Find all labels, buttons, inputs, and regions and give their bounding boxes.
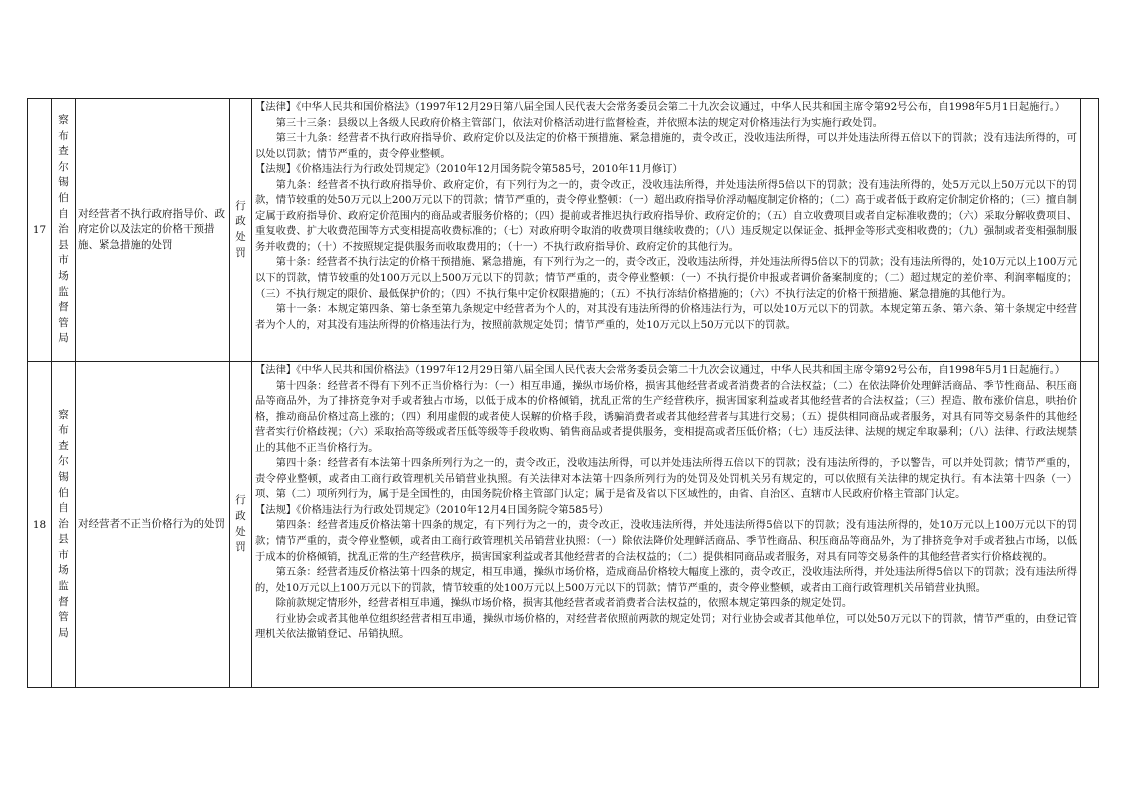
penalty-type — [230, 362, 252, 688]
penalty-item: 对经营者不执行政府指导价、政府定价以及法定的价格干预措施、紧急措施的处罚 — [76, 99, 230, 362]
vertical-char: 锡 — [58, 176, 69, 189]
vertical-char: 处 — [235, 231, 246, 243]
vertical-char: 治 — [58, 517, 69, 530]
basis-paragraph: 第三十三条：县级以上各级人民政府价格主管部门，依法对价格活动进行监督检查，并依照本法的规定对价格违法行为实施行政处罚。 — [275, 116, 884, 129]
basis-paragraph: 第十条：经营者不执行法定的价格干预措施、紧急措施，有下列行为之一的，责令改正，没收违法所得，并处违法所得5倍以下的罚款；没有违法所得的，处10万元以上100万元以下的罚款，情节较重的处100万元以上500万元以下的罚款；情节严重的，责令停业整顿：（一）不执行提价申报或者调价备案制度的；（二）超过规定的差价率、利润率幅度的；（三）不执行规定的限价、最低保护价的；（四）不执行集中定价权限措施的；（五）不执行冻结价格措施的；（六）不执行法定的价格干预措施、紧急措施的其他行为。 — [255, 256, 1077, 300]
basis-paragraph: 【法规】《价格违法行为行政处罚规定》（2010年12月国务院令第585号，2010年11月修订） — [255, 163, 683, 176]
vertical-char: 治 — [58, 223, 69, 236]
basis-paragraph: 第五条：经营者违反价格法第十四条的规定，相互串通，操纵市场价格，造成商品价格较大幅度上涨的，责令改正，没收违法所得，并处违法所得5倍以下的罚款；没有违法所得的，处10万元以上100万元以下的罚款，情节较重的处100万元以上500万元以下的罚款；情节严重的，责令停业整顿，或者由工商行政管理机关吊销营业执照。 — [255, 566, 1077, 594]
vertical-char: 行 — [235, 494, 246, 507]
vertical-char: 布 — [58, 424, 69, 437]
vertical-char: 政 — [235, 215, 246, 228]
table-row — [28, 362, 1099, 688]
penalty-type — [230, 99, 252, 362]
vertical-char: 尔 — [58, 455, 69, 468]
vertical-char: 处 — [235, 525, 246, 538]
basis-paragraph: 第十一条：本规定第四条、第七条至第九条规定中经营者为个人的，对其没有违法所得的价格违法行为，可以处10万元以下的罚款。本规定第五条、第六条、第十条规定中经营者为个人的，对其没有违法所得的价格违法行为，按照前款规定处罚；情节严重的，处10万元以上50万元以下的罚款。 — [255, 303, 1077, 331]
basis-paragraph: 【法律】《中华人民共和国价格法》（1997年12月29日第八届全国人民代表大会常务委员会第二十九次会议通过，中华人民共和国主席令第92号公布，自1998年5月1日起施行。） — [255, 364, 1066, 376]
basis-paragraph: 【法律】《中华人民共和国价格法》（1997年12月29日第八届全国人民代表大会常务委员会第二十九次会议通过，中华人民共和国主席令第92号公布，自1998年5月1日起施行。） — [255, 101, 1066, 113]
vertical-char: 管 — [58, 611, 69, 624]
vertical-char: 锡 — [58, 470, 69, 483]
legal-basis — [252, 362, 1081, 688]
vertical-char: 监 — [58, 285, 69, 298]
vertical-char: 伯 — [58, 486, 69, 499]
remarks-cell — [1081, 99, 1099, 362]
basis-paragraph: 行业协会或者其他单位组织经营者相互串通，操纵市场价格的，对经营者依照前两款的规定处罚；对行业协会或者其他单位，可以处50万元以下的罚款，情节严重的，由登记管理机关依法撤销登记、吊销执照。 — [255, 612, 1077, 641]
vertical-char: 罚 — [235, 541, 246, 554]
basis-paragraph: 第九条：经营者不执行政府指导价、政府定价，有下列行为之一的，责令改正，没收违法所得，并处违法所得5倍以下的罚款；没有违法所得的，处5万元以上50万元以下的罚款，情节较重的处50万元以上200万元以下的罚款；情节严重的，责令停业整顿：（一）超出政府指导价浮动幅度制定价格的；（二）高于或者低于政府定价制定价格的；（三）擅自制定属于政府指导价、政府定价范围内的商品或者服务价格的；（四）提前或者推迟执行政府指导价、政府定价的；（五）自立收费项目或者自定标准收费的；（六）采取分解收费项目、重复收费、扩大收费范围等方式变相提高收费标准的；（七）对政府明令取消的收费项目继续收费的；（八）违反规定以保证金、抵押金等形式变相收费的；（九）强制或者变相强制服务并收费的；（十）不按照规定提供服务而收取费用的；（十一）不执行政府指导价、政府定价的其他行为。 — [255, 178, 1077, 253]
vertical-char: 察 — [58, 408, 69, 421]
basis-paragraph: 第四条：经营者违反价格法第十四条的规定，有下列行为之一的，责令改正，没收违法所得，并处违法所得5倍以下的罚款；没有违法所得的，处10万元以上100万元以下的罚款；情节严重的，责令停业整顿，或者由工商行政管理机关吊销营业执照：（一）除依法降价处理鲜活商品、季节性商品、积压商品等商品外，为了排挤竞争对手或者独占市场，以低于成本的价格倾销，扰乱正常的生产经营秩序，损害国家利益或者其他经营者的合法权益的；（二）提供相同商品或者服务，对具有同等交易条件的其他经营者实行价格歧视的。 — [255, 519, 1077, 563]
penalty-item: 对经营者不正当价格行为的处罚 — [76, 362, 230, 688]
basis-paragraph: 第三十九条：经营者不执行政府指导价、政府定价以及法定的价格干预措施、紧急措施的，责令改正，没收违法所得，可以并处违法所得五倍以下的罚款；没有违法所得的，可以处以罚款；情节严重的，责令停业整顿。 — [255, 132, 1077, 160]
vertical-char: 尔 — [58, 160, 69, 173]
vertical-char: 伯 — [58, 192, 69, 205]
basis-paragraph: 第四十条：经营者有本法第十四条所列行为之一的，责令改正，没收违法所得，可以并处违法所得五倍以下的罚款；没有违法所得的，予以警告，可以并处罚款；情节严重的，责令停业整顿，或者由工商行政管理机关吊销营业执照。有关法律对本法第十四条所列行为的处罚及处罚机关另有规定的，可以依照有关法律的规定执行。有本法第十四条（一）项、第（二）项所列行为，属于是全国性的，由国务院价格主管部门认定；属于是省及省以下区域性的，由省、自治区、直辖市人民政府价格主管部门认定。 — [255, 457, 1077, 501]
row-number: 17 — [28, 99, 52, 362]
vertical-char: 查 — [58, 145, 69, 158]
vertical-char: 行 — [235, 199, 246, 212]
vertical-char: 察 — [58, 114, 69, 127]
enforcing-agency — [52, 362, 76, 688]
vertical-char: 县 — [58, 533, 69, 546]
enforcement-table — [27, 98, 1099, 688]
vertical-char: 管 — [58, 316, 69, 329]
basis-paragraph: 【法规】《价格违法行为行政处罚规定》（2010年12月4日国务院令第585号） — [255, 503, 609, 516]
remarks-cell — [1081, 362, 1099, 688]
row-number: 18 — [28, 362, 52, 688]
vertical-char: 局 — [58, 332, 69, 345]
vertical-char: 场 — [58, 564, 69, 577]
vertical-char: 县 — [58, 238, 69, 251]
vertical-char: 政 — [235, 509, 246, 522]
vertical-char: 自 — [58, 502, 69, 515]
legal-basis — [252, 99, 1081, 362]
vertical-char: 自 — [58, 207, 69, 220]
vertical-char: 督 — [58, 595, 69, 608]
vertical-char: 罚 — [235, 246, 246, 259]
vertical-char: 场 — [58, 269, 69, 282]
vertical-char: 市 — [58, 254, 69, 267]
vertical-char: 局 — [58, 626, 69, 639]
vertical-char: 查 — [58, 439, 69, 452]
basis-paragraph: 第十四条：经营者不得有下列不正当价格行为：（一）相互串通，操纵市场价格，损害其他经营者或者消费者的合法权益；（二）在依法降价处理鲜活商品、季节性商品、积压商品等商品外，为了排挤竞争对手或者独占市场，以低于成本的价格倾销，扰乱正常的生产经营秩序，损害国家利益或者其他经营者的合法权益；（三）捏造、散布涨价信息，哄抬价格，推动商品价格过高上涨的；（四）利用虚假的或者使人误解的价格手段，诱骗消费者或者其他经营者与其进行交易；（五）提供相同商品或者服务，对具有同等交易条件的其他经营者实行价格歧视；（六）采取抬高等级或者压低等级等手段收购、销售商品或者提供服务，变相提高或者压低价格；（七）违反法律、法规的规定牟取暴利；（八）法律、行政法规禁止的其他不正当价格行为。 — [255, 379, 1077, 454]
table-row — [28, 99, 1099, 362]
enforcing-agency — [52, 99, 76, 362]
vertical-char: 市 — [58, 548, 69, 561]
vertical-char: 督 — [58, 301, 69, 314]
vertical-char: 布 — [58, 129, 69, 142]
basis-paragraph: 除前款规定情形外，经营者相互串通，操纵市场价格，损害其他经营者或者消费者合法权益的，依照本规定第四条的规定处罚。 — [275, 597, 853, 610]
vertical-char: 监 — [58, 580, 69, 593]
